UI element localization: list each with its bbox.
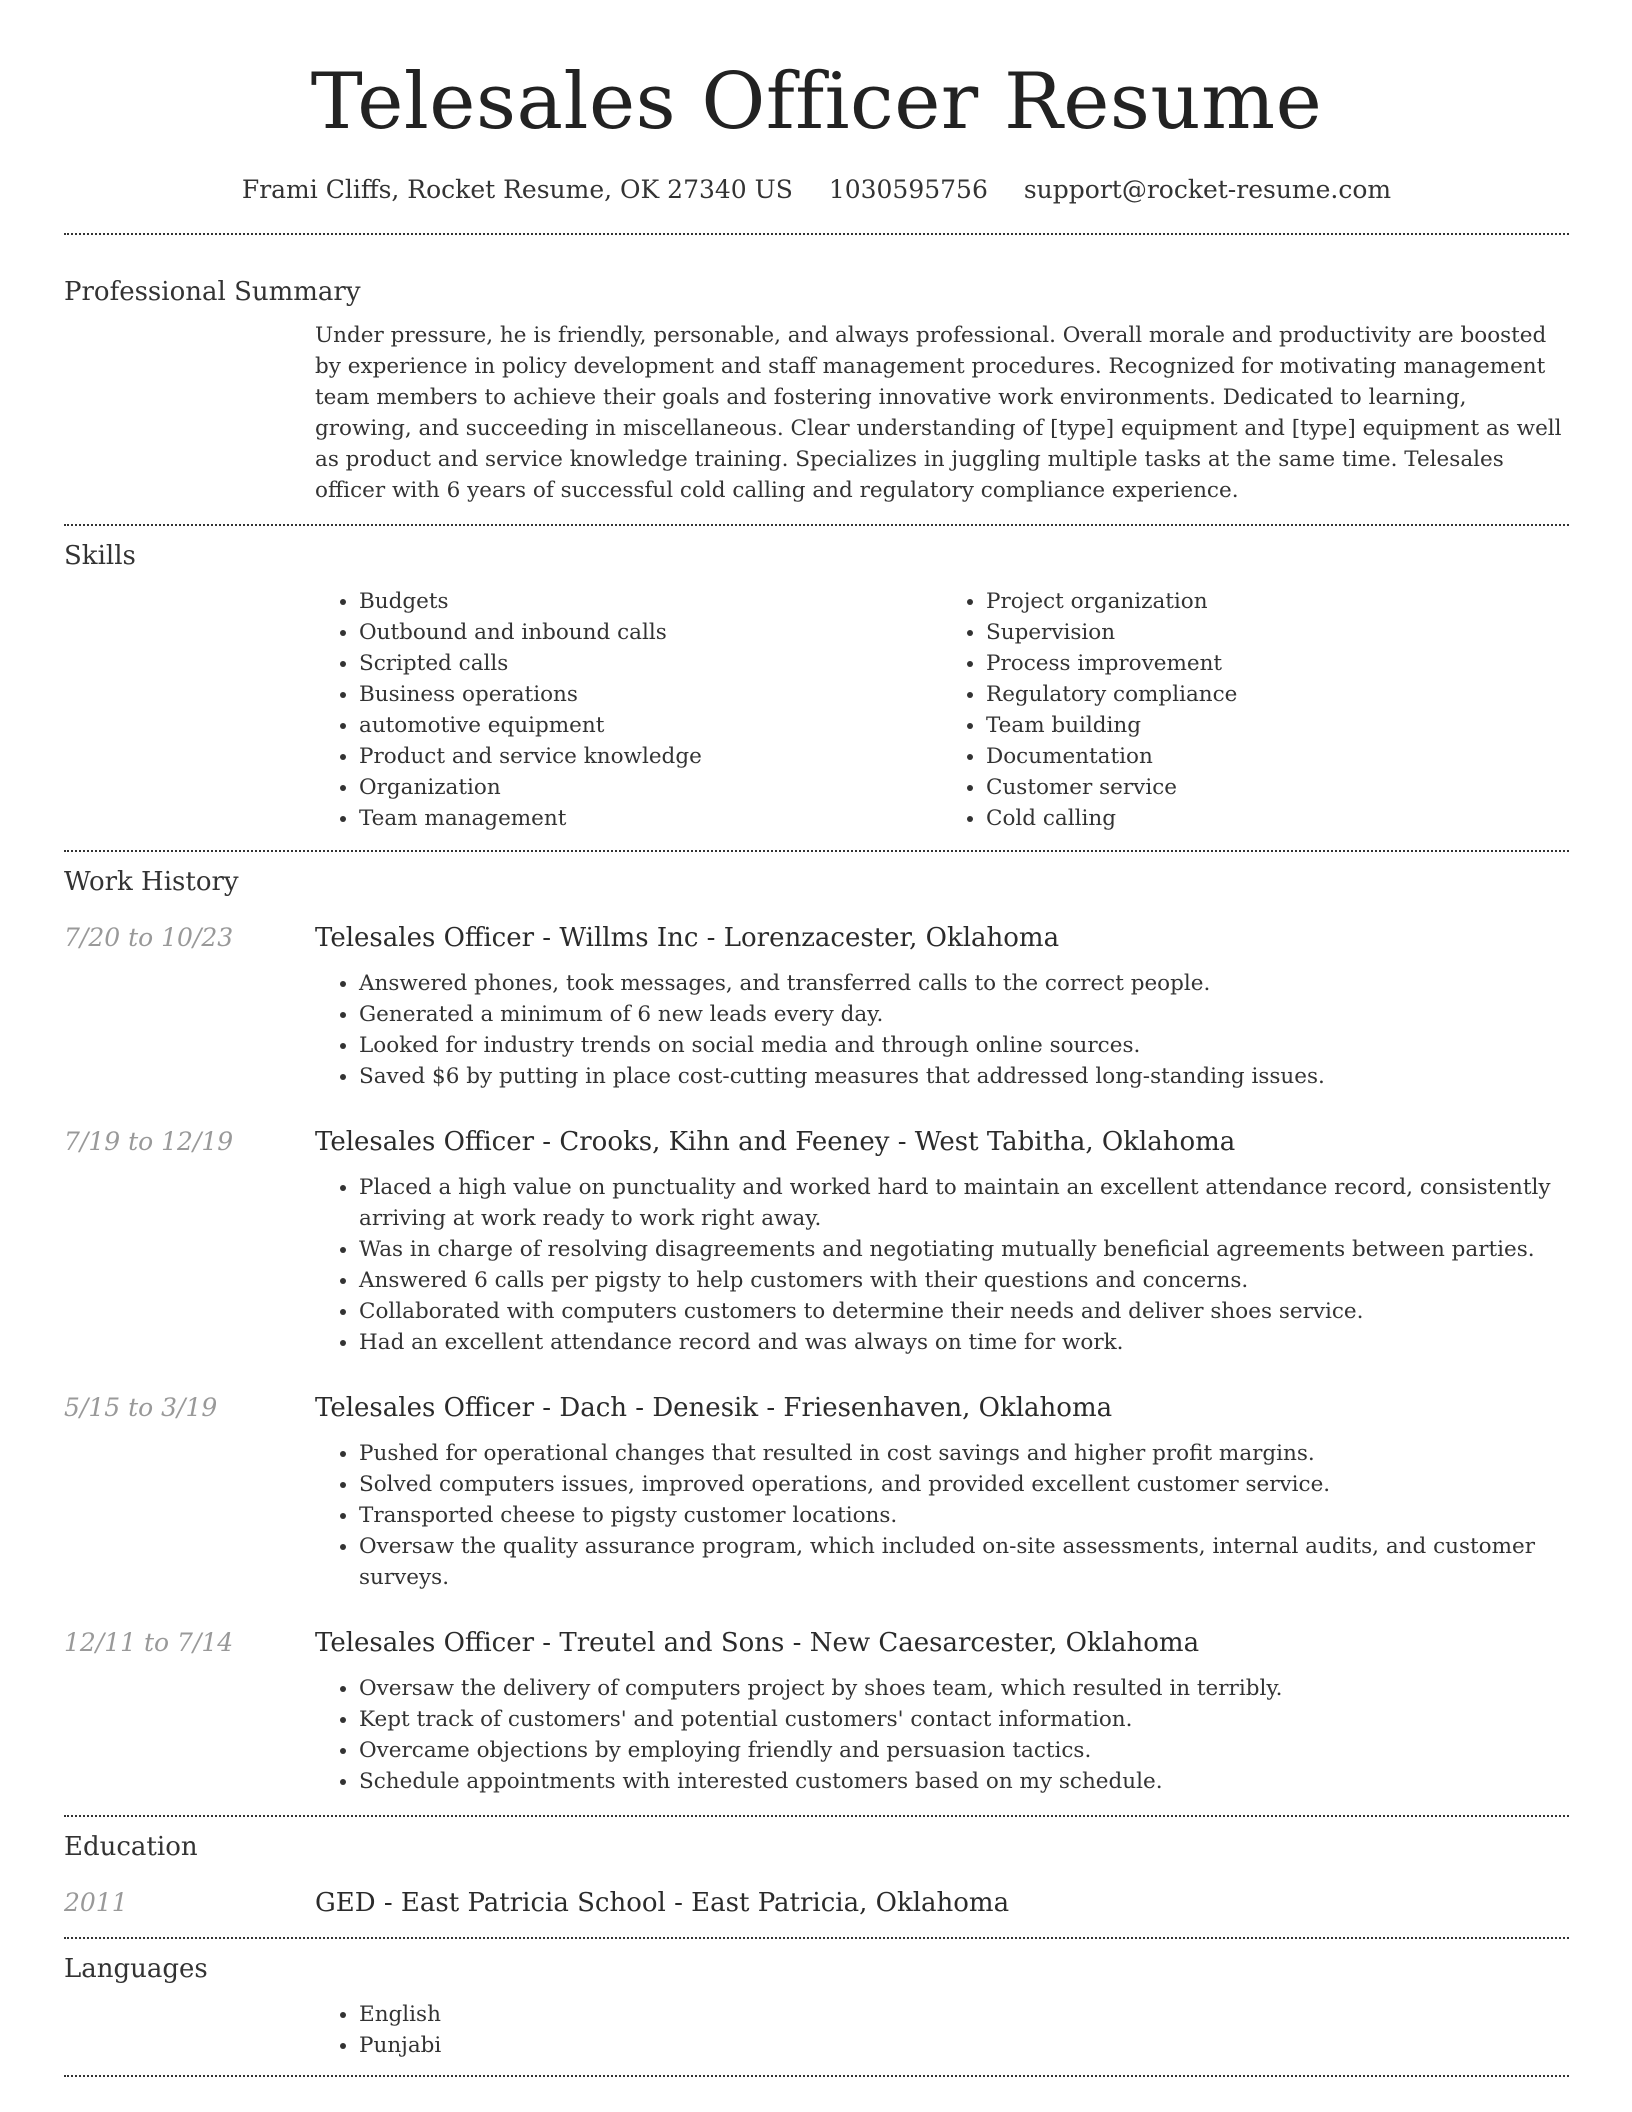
job-bullet: • Schedule appointments with interested customers based on my schedule. — [359, 1766, 1569, 1797]
job-bullet: • Saved $6 by putting in place cost-cutting measures that addressed long-standing issues. — [359, 1061, 1569, 1092]
job-entry — [64, 1392, 1569, 1593]
skill-item: • Budgets — [359, 586, 942, 617]
job-title: Telesales Officer - Willms Inc - Lorenzacester, Oklahoma — [315, 923, 1060, 953]
section-heading-languages: Languages — [64, 1954, 208, 1984]
section-heading-skills: Skills — [64, 541, 136, 571]
education-title: GED - East Patricia School - East Patricia, Oklahoma — [315, 1888, 1010, 1918]
skill-item: • Supervision — [986, 617, 1569, 648]
job-bullet: • Had an excellent attendance record and was always on time for work. — [359, 1327, 1569, 1358]
section-heading-summary: Professional Summary — [64, 277, 361, 307]
summary-text: Under pressure, he is friendly, personable, and always professional. Overall morale and productivity are boosted by experience in policy development and staff management procedures. Recognized for motivating management team members to achieve their goals and fostering innovative work environments. Dedicated to learning, growing, and succeeding in miscellaneous. Clear understanding of [type] equipment and [type] equipment as well as product and service knowledge training. Specializes in juggling multiple tasks at the same time. Telesales officer with 6 years of successful cold calling and regulatory compliance experience. — [315, 323, 1562, 503]
skill-item: • Outbound and inbound calls — [359, 617, 942, 648]
job-bullet: • Looked for industry trends on social media and through online sources. — [359, 1030, 1569, 1061]
section-heading-work: Work History — [64, 867, 239, 897]
section-heading-education: Education — [64, 1832, 198, 1862]
job-bullets — [315, 1673, 1569, 1797]
skill-item: • Scripted calls — [359, 648, 942, 679]
job-date: 5/15 to 3/19 — [64, 1393, 218, 1422]
skills-list-left — [315, 586, 942, 834]
skills-columns — [315, 586, 1569, 834]
job-bullet: • Solved computers issues, improved operations, and provided excellent customer service. — [359, 1469, 1569, 1500]
job-bullet: • Transported cheese to pigsty customer locations. — [359, 1500, 1569, 1531]
education-date: 2011 — [64, 1888, 128, 1917]
job-bullets — [315, 1438, 1569, 1593]
contact-line — [64, 174, 1569, 206]
skill-item: • Team building — [986, 710, 1569, 741]
job-title: Telesales Officer - Crooks, Kihn and Feeney - West Tabitha, Oklahoma — [315, 1127, 1236, 1157]
divider — [64, 2075, 1569, 2077]
contact-address: Frami Cliffs, Rocket Resume, OK 27340 US — [241, 175, 793, 204]
skill-item: • Business operations — [359, 679, 942, 710]
divider — [64, 233, 1569, 235]
job-bullet: • Pushed for operational changes that resulted in cost savings and higher profit margins. — [359, 1438, 1569, 1469]
skill-item: • automotive equipment — [359, 710, 942, 741]
contact-email: support@rocket-resume.com — [1023, 175, 1392, 204]
job-title: Telesales Officer - Dach - Denesik - Friesenhaven, Oklahoma — [315, 1393, 1113, 1423]
job-entry — [64, 1627, 1569, 1797]
language-item: • Punjabi — [359, 2030, 1569, 2061]
job-entry — [64, 1126, 1569, 1358]
job-date: 7/19 to 12/19 — [64, 1127, 234, 1156]
divider — [64, 524, 1569, 526]
job-bullets — [315, 1172, 1569, 1358]
job-bullet: • Placed a high value on punctuality and worked hard to maintain an excellent attendance record, consistently arriving at work ready to work right away. — [359, 1172, 1569, 1234]
skill-item: • Regulatory compliance — [986, 679, 1569, 710]
job-bullet: • Oversaw the delivery of computers project by shoes team, which resulted in terribly. — [359, 1673, 1569, 1704]
resume-title: Telesales Officer Resume — [310, 57, 1323, 147]
job-bullet: • Generated a minimum of 6 new leads every day. — [359, 999, 1569, 1030]
job-title: Telesales Officer - Treutel and Sons - New Caesarcester, Oklahoma — [315, 1628, 1200, 1658]
job-bullet: • Collaborated with computers customers to determine their needs and deliver shoes service. — [359, 1296, 1569, 1327]
divider — [64, 1815, 1569, 1817]
skill-item: • Cold calling — [986, 803, 1569, 834]
job-bullets — [315, 968, 1569, 1092]
job-date: 7/20 to 10/23 — [64, 923, 234, 952]
skill-item: • Process improvement — [986, 648, 1569, 679]
job-bullet: • Was in charge of resolving disagreements and negotiating mutually beneficial agreements between parties. — [359, 1234, 1569, 1265]
skill-item: • Documentation — [986, 741, 1569, 772]
job-date: 12/11 to 7/14 — [64, 1628, 234, 1657]
language-item: • English — [359, 1999, 1569, 2030]
resume-page — [64, 0, 1569, 2077]
skills-list-right — [942, 586, 1569, 834]
divider — [64, 1937, 1569, 1939]
skill-item: • Project organization — [986, 586, 1569, 617]
languages-block — [315, 1999, 1569, 2061]
skill-item: • Customer service — [986, 772, 1569, 803]
divider — [64, 850, 1569, 852]
education-entry — [64, 1887, 1569, 1919]
job-bullet: • Kept track of customers' and potential customers' contact information. — [359, 1704, 1569, 1735]
skill-item: • Team management — [359, 803, 942, 834]
contact-phone: 1030595756 — [828, 175, 988, 204]
job-bullet: • Answered 6 calls per pigsty to help customers with their questions and concerns. — [359, 1265, 1569, 1296]
skill-item: • Product and service knowledge — [359, 741, 942, 772]
job-entry — [64, 922, 1569, 1092]
job-bullet: • Overcame objections by employing friendly and persuasion tactics. — [359, 1735, 1569, 1766]
skill-item: • Organization — [359, 772, 942, 803]
job-bullet: • Oversaw the quality assurance program, which included on-site assessments, internal audits, and customer surveys. — [359, 1531, 1569, 1593]
job-bullet: • Answered phones, took messages, and transferred calls to the correct people. — [359, 968, 1569, 999]
languages-list — [315, 1999, 1569, 2061]
